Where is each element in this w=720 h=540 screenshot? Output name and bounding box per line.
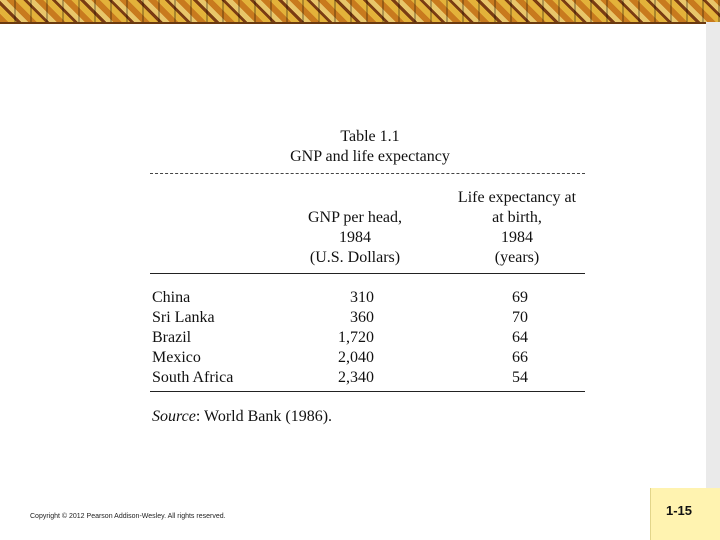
life-cell: 70 xyxy=(512,309,528,326)
copyright-notice: Copyright © 2012 Pearson Addison-Wesley. All rights reserved. xyxy=(30,513,226,520)
gnp-cell: 2,040 xyxy=(338,349,374,366)
top-rule xyxy=(150,173,585,174)
gnp-cell: 2,340 xyxy=(338,369,374,386)
source-text: : World Bank (1986). xyxy=(195,408,333,425)
page-number: 1-15 xyxy=(665,503,693,518)
life-column-header xyxy=(444,188,590,268)
country-cell: Sri Lanka xyxy=(152,309,215,326)
life-cell: 66 xyxy=(512,349,528,366)
decorative-border-band xyxy=(0,0,720,24)
gnp-header-line: GNP per head, xyxy=(307,209,403,226)
gnp-cell: 310 xyxy=(350,289,374,306)
gnp-header-line: 1984 xyxy=(339,229,371,246)
gnp-cell: 360 xyxy=(350,309,374,326)
table-title: Table 1.1 xyxy=(340,128,400,145)
table-row xyxy=(152,288,582,308)
life-header-line: at birth, xyxy=(492,209,542,226)
table-row xyxy=(152,308,582,328)
table-source xyxy=(152,407,332,427)
table-body xyxy=(152,288,582,388)
country-cell: Mexico xyxy=(152,349,201,366)
bottom-rule xyxy=(150,391,585,392)
country-cell: China xyxy=(152,289,191,306)
table-subtitle: GNP and life expectancy xyxy=(290,148,450,165)
table-row xyxy=(152,348,582,368)
source-label: Source xyxy=(152,408,196,425)
table-row xyxy=(152,368,582,388)
life-cell: 54 xyxy=(512,369,528,386)
life-header-line: Life expectancy at xyxy=(457,189,577,206)
header-rule xyxy=(150,273,585,274)
country-cell: Brazil xyxy=(152,329,192,346)
right-edge-strip xyxy=(706,22,720,488)
gnp-column-header xyxy=(290,208,420,268)
life-cell: 64 xyxy=(512,329,528,346)
life-cell: 69 xyxy=(512,289,528,306)
life-header-line: 1984 xyxy=(501,229,533,246)
country-cell: South Africa xyxy=(152,369,234,386)
gnp-header-line: (U.S. Dollars) xyxy=(309,249,401,266)
table-row xyxy=(152,328,582,348)
life-header-line: (years) xyxy=(494,249,540,266)
gnp-cell: 1,720 xyxy=(338,329,374,346)
